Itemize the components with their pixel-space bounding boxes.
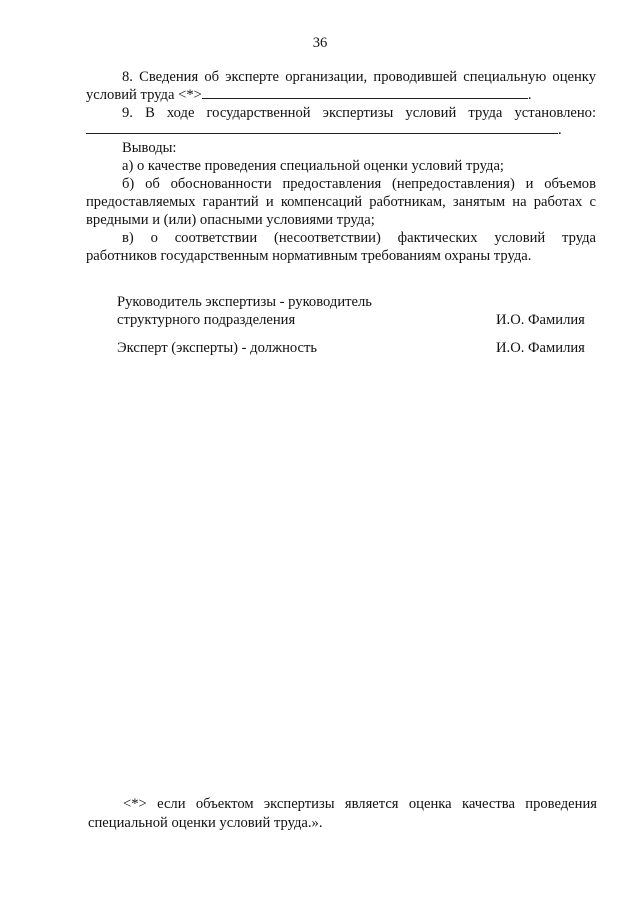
conclusions-heading: Выводы: [122,140,177,156]
item8-line2-end: . [527,87,532,103]
footnote-line1: <*> если объектом экспертизы является оценка качества проведения [123,796,597,812]
item8-blank-line [202,86,528,99]
page-number: 36 [312,35,328,51]
item8-line2 [86,86,532,104]
conclusion-b-line1: б) об обоснованности предоставления (непредоставления) и объемов [122,176,596,192]
item9-line1: 9. В ходе государственной экспертизы условий труда установлено: [122,105,596,121]
signature-1-role-line1: Руководитель экспертизы - руководитель [117,294,372,310]
footnote-line2: специальной оценки условий труда.». [88,815,323,831]
item8-line1: 8. Сведения об эксперте организации, проводившей специальную оценку [122,69,596,85]
signature-2-name: И.О. Фамилия [496,340,585,356]
conclusion-c-line1: в) о соответствии (несоответствии) фактических условий труда [122,230,596,246]
conclusion-b-line2: предоставляемых гарантий и компенсаций работникам, занятым на работах с [86,194,596,210]
signature-1-name: И.О. Фамилия [496,312,585,328]
item9-blank-line [86,121,558,134]
conclusion-b-line3: вредными и (или) опасными условиями труда; [86,212,375,228]
item9-line2 [86,121,562,139]
signature-2-role-line1: Эксперт (эксперты) - должность [117,340,318,356]
conclusion-c-line2: работников государственным нормативным требованиям охраны труда. [86,248,532,264]
signature-1-role-line2: структурного подразделения [117,312,296,328]
conclusion-a: а) о качестве проведения специальной оценки условий труда; [122,158,504,174]
item9-line2-end: . [558,122,562,138]
item8-line2-text: условий труда <*> [86,87,202,103]
